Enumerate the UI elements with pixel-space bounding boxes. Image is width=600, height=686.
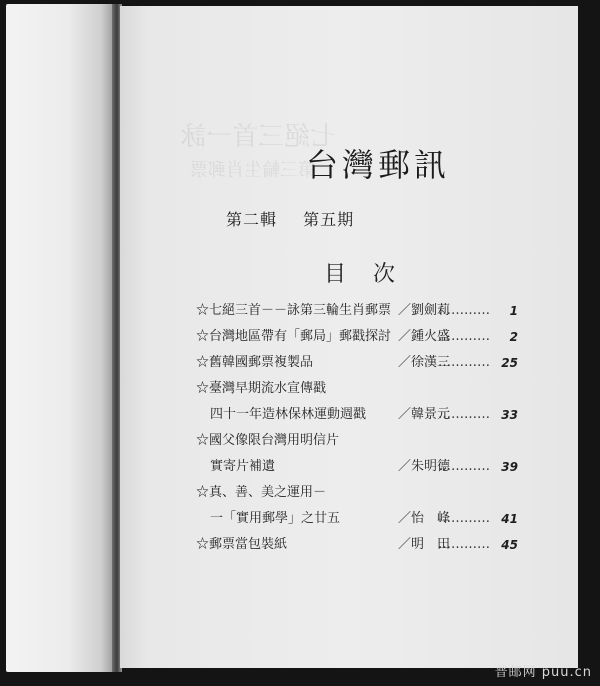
toc-entry-page: 45 [501,538,518,552]
issue-label [226,207,374,230]
toc-entry-author: ／徐漢三 [398,355,451,370]
toc-heading: 目 次 [324,262,405,287]
toc-row [196,506,518,532]
toc-entry-page: 1 [509,304,518,318]
toc-entry-page: 25 [501,356,518,370]
watermark: 普邮网 puu.cn [494,665,592,680]
toc-entry-title: 實寄片補遺 [210,459,276,474]
toc-entry-title: ☆七絕三首－－詠第三輪生肖郵票 [196,303,392,318]
left-page [6,4,118,672]
toc-entry-title: ☆國父像限台灣用明信片 [196,433,340,448]
show-through-text: 第三輪生肖郵票 [190,160,316,181]
toc-entry-title: 一「實用郵學」之廿五 [210,511,341,526]
toc-entry-author: ／朱明德 [398,459,451,474]
toc-row [196,402,518,428]
toc-entry-page: 33 [501,408,518,422]
toc-entry-title: ☆舊韓國郵票複製品 [196,355,314,370]
toc-leader-dots: ………… [438,329,490,344]
toc-leader-dots: ………… [438,511,490,526]
toc-entry-page: 39 [501,460,518,474]
toc-leader-dots: ………… [438,355,490,370]
toc-row [196,324,518,350]
toc-entry-page: 2 [509,330,518,344]
toc-entry-author: ／明 田 [398,537,451,552]
toc-entry-page: 41 [501,512,518,526]
toc-entry-title: ☆臺灣早期流水宣傳戳 [196,381,327,396]
show-through-text: 七絕三首一詠 [180,122,337,152]
toc-row [196,376,518,402]
toc-leader-dots: ………… [438,407,490,422]
toc-entry-title: 四十一年造林保林運動週戳 [210,407,367,422]
toc-row [196,454,518,480]
toc-entry-author: ／鍾火盛 [398,329,451,344]
volume-label: 第二輯 [226,210,278,229]
toc-entry-title: ☆真、善、美之運用－ [196,485,327,500]
page-title: 台灣郵訊 [306,146,451,184]
toc-entry-author: ／韓景元 [398,407,451,422]
number-label: 第五期 [303,210,355,229]
toc-row [196,298,518,324]
toc-row [196,532,518,558]
table-of-contents [196,298,518,558]
toc-entry-title: ☆台灣地區帶有「郵局」郵戳探討 [196,329,392,344]
toc-entry-author: ／劉劍莉 [398,303,451,318]
toc-entry-title: ☆郵票當包裝紙 [196,537,288,552]
toc-leader-dots: ………… [438,459,490,474]
toc-row [196,350,518,376]
toc-leader-dots: ………… [438,537,490,552]
toc-row [196,428,518,454]
toc-entry-author: ／怡 峰 [398,511,451,526]
toc-row [196,480,518,506]
toc-leader-dots: ………… [438,303,490,318]
